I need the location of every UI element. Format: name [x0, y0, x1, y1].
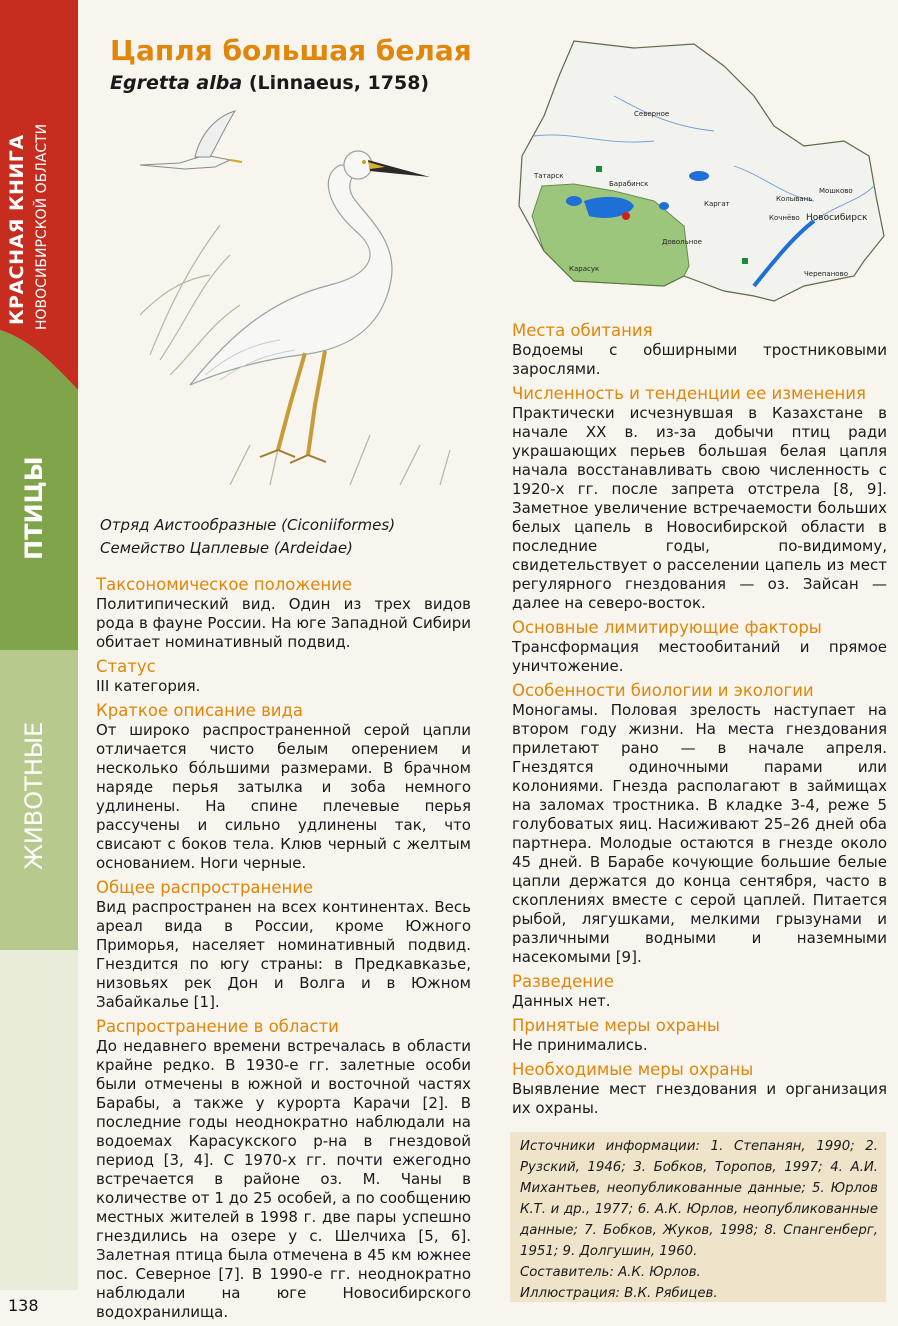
section-text: До недавнего времени встречалась в области крайне редко. В 1930-е гг. залетные особи были отмечены в южной и восточной частях Барабы, а также у курорта Карачи [2]. В последние годы неоднократно наблюдали на водоемах Карасукского р-на в гнездовой период [3, 4]. С 1970-х гг. почти ежегодно встречается в районе оз. М. Чаны в количестве от 1 до 25 особей, а по сообщению местных жителей в 1998 г. две пары успешно гнездились на озере у с. Шелчиха [5, 6]. Залетная птица была отмечена в 45 км южнее пос. Северное [7]. В 1990-е гг. неоднократно наблюдали на юге Новосибирского водохранилища.	[96, 1037, 471, 1321]
reserve-marker	[742, 258, 748, 264]
svg-text:Черепаново: Черепаново	[804, 270, 848, 278]
compiler-line: Составитель: А.К. Юрлов.	[520, 1265, 701, 1280]
right-column	[512, 320, 887, 1122]
section-heading: Разведение	[512, 972, 614, 991]
section-text: III категория.	[96, 677, 201, 695]
egret-illustration	[130, 105, 490, 490]
page-number: 138	[8, 1296, 39, 1315]
section-heading: Статус	[96, 657, 156, 676]
section-heading: Места обитания	[512, 321, 653, 340]
sidebar-pale-band	[0, 950, 78, 1290]
svg-text:Кочнёво: Кочнёво	[769, 214, 800, 222]
order-line: Отряд Аистообразные (Ciconiiformes)	[100, 516, 396, 534]
distribution-map	[514, 36, 890, 326]
reserve-marker	[596, 166, 602, 172]
svg-text:Северное: Северное	[634, 110, 670, 118]
section-text: Вид распространен на всех континентах. Весь ареал вида в России, кроме Южного Приморья, населяет номинативный подвид. Гнездится по югу страны: в Предкавказье, низовьях рек Дон и Волга и в Южном Забайкалье [1].	[96, 898, 471, 1011]
section-heading: Общее распространение	[96, 878, 314, 897]
section-text: Трансформация местообитаний и прямое уничтожение.	[512, 638, 887, 675]
svg-text:Татарск: Татарск	[534, 172, 564, 180]
section-text: Моногамы. Половая зрелость наступает на втором году жизни. На места гнездования прилетают рано — в начале апреля. Гнездятся одиночными парами или колониями. Гнезда располагают в займищах на заломах тростника. В кладке 3-4, реже 5 голубоватых яиц. Насиживают 25–26 дней оба партнера. Молодые остаются в гнезде около 45 дней. В Барабе кочующие большие белые цапли держатся до конца сентября, часто в скоплениях вместе с серой цаплей. Питается рыбой, лягушками, мелкими грызунами и различными водными и наземными насекомыми [9].	[512, 701, 887, 966]
book-title: КРАСНАЯ КНИГА	[6, 134, 28, 325]
section-text: Не принимались.	[512, 1036, 648, 1054]
illustrator-line: Иллюстрация: В.К. Рябицев.	[520, 1286, 718, 1301]
left-column	[96, 574, 471, 1326]
sources-text: Источники информации: 1. Степанян, 1990; 2. Рузский, 1946; 3. Бобков, Торопов, 1997; 4. А.И. Михантьев, неопубликованные данные; 5. Юрлов К.Т. и др., 1977; 6. А.К. Юрлов, неопубликованные данные; 7. Бобков, Жуков, 1998; 8. Спангенберг, 1951; 9. Долгушин, 1960.	[520, 1139, 878, 1259]
section-heading: Основные лимитирующие факторы	[512, 618, 822, 637]
sources-box	[510, 1132, 886, 1302]
latin-author: (Linnaeus, 1758)	[242, 72, 430, 94]
svg-text:Мошково: Мошково	[819, 187, 853, 195]
flying-egret-drawing	[140, 111, 242, 169]
latin-name	[110, 72, 429, 94]
section-heading: Краткое описание вида	[96, 701, 304, 720]
svg-text:Довольное: Довольное	[662, 238, 702, 246]
svg-text:Барабинск: Барабинск	[609, 180, 649, 188]
standing-egret-drawing	[190, 151, 430, 463]
section-text: Данных нет.	[512, 992, 611, 1010]
category-animals: ЖИВОТНЫЕ	[20, 721, 48, 870]
category-birds: ПТИЦЫ	[20, 456, 48, 560]
section-text: Водоемы с обширными тростниковыми зарослями.	[512, 341, 887, 378]
section-heading: Принятые меры охраны	[512, 1016, 720, 1035]
section-text: Выявление мест гнездования и организация их охраны.	[512, 1080, 887, 1117]
book-subtitle: НОВОСИБИРСКОЙ ОБЛАСТИ	[34, 123, 50, 330]
species-title: Цапля большая белая	[110, 34, 472, 67]
section-heading: Необходимые меры охраны	[512, 1060, 754, 1079]
section-heading: Распространение в области	[96, 1017, 339, 1036]
svg-text:Новосибирск: Новосибирск	[806, 213, 868, 223]
section-heading: Численность и тенденции ее изменения	[512, 384, 866, 403]
sidebar	[0, 0, 78, 1323]
section-heading: Особенности биологии и экологии	[512, 681, 814, 700]
section-text: Практически исчезнувшая в Казахстане в начале XX в. из-за добычи птиц ради украшающих перьев большая белая цапля начала восстанавливать свою численность с 1920-х гг. после запрета отстрела [8, 9]. Заметное увеличение встречаемости больших белых цапель в Новосибирской области в последние годы, по-видимому, свидетельствует о расселении цапель из мест регулярного гнездования — оз. Зайсан — далее на северо-восток.	[512, 404, 887, 612]
svg-text:Карасук: Карасук	[569, 265, 600, 273]
latin-genus-species: Egretta alba	[110, 72, 243, 94]
section-heading: Таксономическое положение	[96, 575, 353, 594]
section-text: От широко распространенной серой цапли отличается чисто белым оперением и несколько бóльшими размерами. В брачном наряде перья затылка и зоба немного удлинены. На спине плечевые перья рассучены и сильно удлинены так, что свисают с боков тела. Клюв черный с желтым основанием. Ноги черные.	[96, 721, 471, 872]
svg-text:Каргат: Каргат	[704, 200, 730, 208]
family-line: Семейство Цаплевые (Ardeidae)	[100, 539, 353, 557]
svg-text:Колывань: Колывань	[776, 195, 813, 203]
record-point	[622, 212, 630, 220]
taxonomy-block	[100, 514, 395, 560]
section-text: Политипический вид. Один из трех видов рода в фауне России. На юге Западной Сибири обитает номинативный подвид.	[96, 595, 471, 651]
